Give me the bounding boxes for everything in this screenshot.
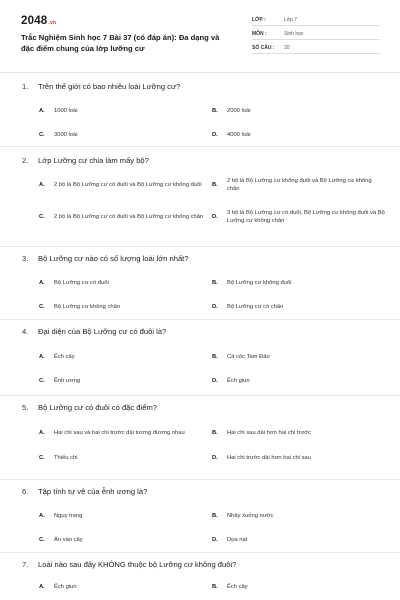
- option-text: 3000 loài: [54, 132, 78, 138]
- question-list: [0, 78, 400, 600]
- option-letter: A.: [39, 584, 45, 590]
- option-d[interactable]: [212, 207, 385, 227]
- option-letter: D.: [212, 537, 218, 543]
- option-d[interactable]: [212, 128, 385, 142]
- option-grid: [0, 175, 400, 227]
- option-letter: C.: [39, 304, 45, 310]
- option-letter: A.: [39, 430, 45, 436]
- option-b[interactable]: [212, 175, 385, 195]
- option-c[interactable]: [39, 374, 212, 388]
- question-divider: [0, 479, 400, 480]
- option-text: Hai chi sau và hai chi trước dài tương đương nhau: [54, 430, 185, 436]
- option-grid: [0, 423, 400, 465]
- question-header: [0, 78, 400, 92]
- question-divider: [0, 395, 400, 396]
- meta-label: LỚP :: [252, 17, 266, 23]
- option-letter: B.: [212, 108, 218, 114]
- option-b[interactable]: [212, 276, 385, 290]
- option-letter: B.: [212, 513, 218, 519]
- option-letter: D.: [212, 214, 218, 220]
- header-divider: [0, 72, 400, 73]
- question-divider: [0, 552, 400, 553]
- option-text: Nhảy xuống nước: [227, 513, 274, 519]
- option-b[interactable]: [212, 423, 385, 443]
- question-text: Bộ Lưỡng cư nào có số lượng loài lớn nhất?: [38, 254, 189, 263]
- question-2: [0, 148, 400, 248]
- option-text: Ếch cây: [54, 354, 75, 360]
- option-a[interactable]: [39, 509, 212, 523]
- option-b[interactable]: [212, 350, 385, 364]
- option-letter: A.: [39, 280, 45, 286]
- option-a[interactable]: [39, 104, 212, 118]
- question-divider: [0, 146, 400, 147]
- option-text: Ếch cây: [227, 584, 248, 590]
- option-text: Bộ Lưỡng cư không chân: [54, 304, 121, 310]
- option-letter: C.: [39, 455, 45, 461]
- question-number: 3.: [22, 254, 29, 263]
- option-c[interactable]: [39, 207, 212, 227]
- option-d[interactable]: [212, 300, 385, 314]
- option-c[interactable]: [39, 300, 212, 314]
- option-a[interactable]: [39, 423, 212, 443]
- site-logo[interactable]: [21, 15, 56, 27]
- logo-main: 2048: [21, 15, 48, 27]
- option-a[interactable]: [39, 276, 212, 290]
- option-a[interactable]: [39, 350, 212, 364]
- option-text: Hai chi trước dài hơn hai chi sau: [227, 455, 311, 461]
- option-letter: D.: [212, 132, 218, 138]
- question-number: 2.: [22, 156, 29, 165]
- option-letter: C.: [39, 132, 45, 138]
- option-text: Ếch giun: [227, 378, 250, 384]
- question-header: [0, 481, 400, 497]
- question-header: [0, 554, 400, 570]
- option-b[interactable]: [212, 509, 385, 523]
- quiz-meta: [252, 14, 380, 56]
- meta-row-count: [252, 42, 380, 54]
- question-text: Tập tính tự vệ của ễnh ương là?: [38, 487, 148, 496]
- question-text: Bộ Lưỡng cư có đuôi có đặc điểm?: [38, 403, 157, 412]
- option-letter: B.: [212, 280, 218, 286]
- meta-value: 20: [284, 45, 290, 51]
- option-c[interactable]: [39, 128, 212, 142]
- option-c[interactable]: [39, 451, 212, 465]
- option-grid: [0, 276, 400, 314]
- page-header: [0, 0, 400, 72]
- option-text: 1000 loài: [54, 108, 78, 114]
- question-1: [0, 78, 400, 148]
- option-d[interactable]: [212, 374, 385, 388]
- question-header: [0, 248, 400, 264]
- option-letter: D.: [212, 455, 218, 461]
- meta-row-class: [252, 14, 380, 26]
- option-letter: A.: [39, 182, 45, 188]
- option-b[interactable]: [212, 580, 385, 594]
- question-header: [0, 321, 400, 337]
- question-number: 7.: [22, 560, 29, 569]
- option-text: Bộ Lưỡng cư có chân: [227, 304, 284, 310]
- question-number: 1.: [22, 82, 29, 91]
- meta-label: MÔN :: [252, 31, 267, 37]
- option-letter: B.: [212, 584, 218, 590]
- question-number: 4.: [22, 327, 29, 336]
- meta-value: Sinh học: [284, 31, 304, 37]
- meta-value: Lớp 7: [284, 17, 298, 23]
- option-letter: B.: [212, 182, 218, 188]
- option-text: 2 bộ là Bộ Lưỡng cư có đuôi và Bộ Lưỡng cư không đuôi: [54, 182, 202, 188]
- option-letter: B.: [212, 354, 218, 360]
- question-text: Lớp Lưỡng cư chia làm mấy bộ?: [38, 156, 149, 165]
- option-letter: C.: [39, 378, 45, 384]
- question-5: [0, 397, 400, 481]
- option-d[interactable]: [212, 451, 385, 465]
- option-d[interactable]: [212, 533, 385, 547]
- question-3: [0, 248, 400, 321]
- question-4: [0, 321, 400, 397]
- question-text: Trên thế giới có bao nhiêu loài Lưỡng cư?: [38, 82, 181, 91]
- option-text: Cá cóc Tam Đảo: [227, 354, 270, 360]
- option-letter: D.: [212, 304, 218, 310]
- option-grid: [0, 104, 400, 142]
- option-a[interactable]: [39, 175, 212, 195]
- meta-row-subject: [252, 28, 380, 40]
- option-a[interactable]: [39, 580, 212, 594]
- option-text: Dọa nạt: [227, 537, 248, 543]
- option-text: Ẩn vào cây: [54, 537, 83, 543]
- option-text: 2000 loài: [227, 108, 251, 114]
- option-letter: D.: [212, 378, 218, 384]
- option-text: Ngụy trang: [54, 513, 83, 519]
- option-c[interactable]: [39, 533, 212, 547]
- option-text: 2 bộ là Bộ Lưỡng cư không đuôi và Bộ Lưỡng cư không chân: [227, 178, 372, 192]
- option-text: 2 bộ là Bộ Lưỡng cư có đuôi và Bộ Lưỡng cư không chân: [54, 214, 204, 220]
- option-text: Thiếu chi: [54, 455, 78, 461]
- option-letter: A.: [39, 354, 45, 360]
- question-text: Đại diện của Bộ Lưỡng cư có đuôi là?: [38, 327, 167, 336]
- option-grid: [0, 350, 400, 388]
- option-b[interactable]: [212, 104, 385, 118]
- option-text: Ếch giun: [54, 584, 77, 590]
- option-letter: B.: [212, 430, 218, 436]
- option-text: Hai chi sau dài hơn hai chi trước: [227, 430, 311, 436]
- question-header: [0, 148, 400, 166]
- option-letter: A.: [39, 108, 45, 114]
- option-text: Ễnh ương: [54, 378, 81, 384]
- option-grid: [0, 509, 400, 547]
- option-text: 4000 loài: [227, 132, 251, 138]
- option-text: Bộ Lưỡng cư không đuôi: [227, 280, 292, 286]
- question-divider: [0, 246, 400, 247]
- question-number: 5.: [22, 403, 29, 412]
- question-6: [0, 481, 400, 554]
- option-letter: A.: [39, 513, 45, 519]
- logo-suffix: .vn: [48, 20, 57, 26]
- option-letter: C.: [39, 537, 45, 543]
- question-7: [0, 554, 400, 600]
- meta-label: SỐ CÂU :: [252, 45, 275, 51]
- option-text: Bộ Lưỡng cư có đuôi: [54, 280, 109, 286]
- question-divider: [0, 319, 400, 320]
- question-number: 6.: [22, 487, 29, 496]
- question-text: Loài nào sau đây KHÔNG thuộc bộ Lưỡng cư không đuôi?: [38, 560, 237, 569]
- option-text: 3 bộ là Bộ Lưỡng cư có đuôi, Bộ Lưỡng cư không đuôi và Bộ Lưỡng cư không chân: [227, 210, 385, 224]
- question-header: [0, 397, 400, 413]
- option-grid: [0, 580, 400, 594]
- option-letter: C.: [39, 214, 45, 220]
- quiz-title: Trắc Nghiệm Sinh học 7 Bài 37 (có đáp án): Đa dạng và đặc điểm chung của lớp lưỡng cư: [21, 33, 220, 53]
